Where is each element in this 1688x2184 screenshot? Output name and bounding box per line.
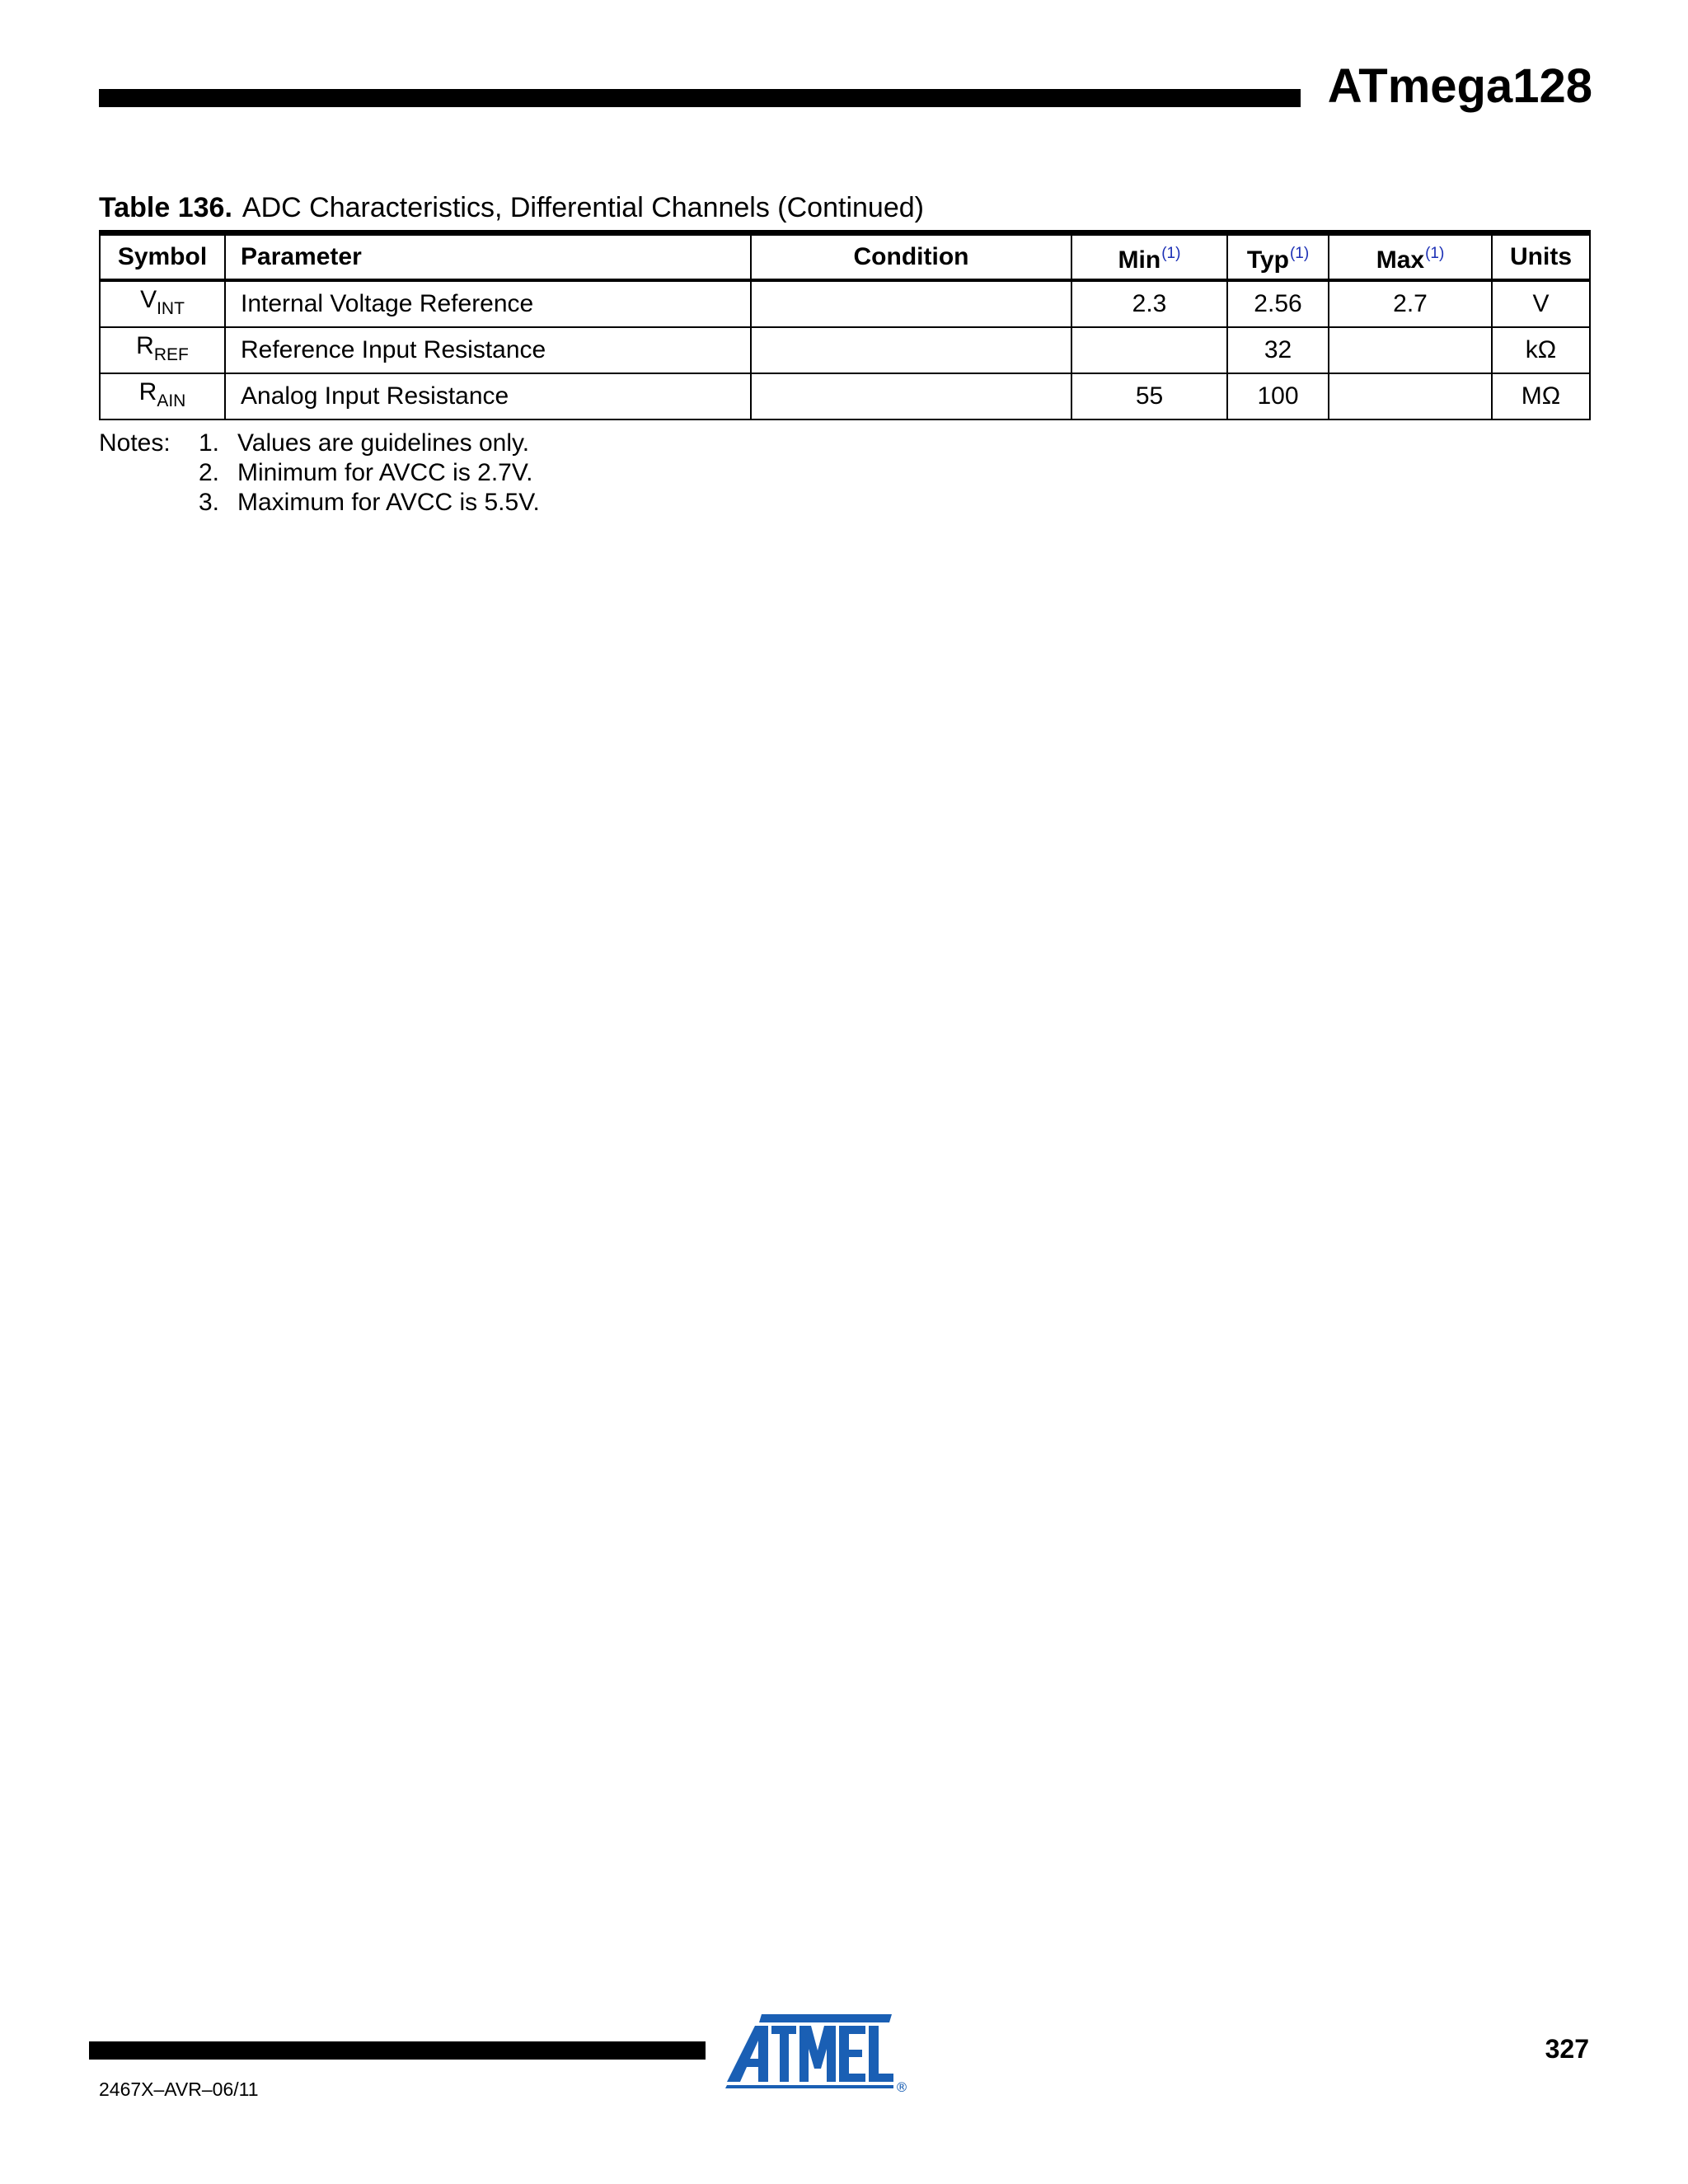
note-item	[199, 488, 540, 518]
cell-typ: 100	[1227, 373, 1329, 419]
header-symbol: Symbol	[100, 233, 225, 281]
page-number: 327	[1545, 2034, 1589, 2064]
table-header-row	[100, 233, 1590, 281]
table-caption-number: Table 136.	[99, 192, 232, 223]
symbol-base: V	[140, 285, 157, 313]
note-text: Minimum for AVCC is 2.7V.	[237, 459, 533, 486]
symbol-subscript: REF	[153, 344, 189, 364]
header-rule	[99, 89, 1301, 107]
note-number: 1.	[199, 429, 220, 457]
note-number: 3.	[199, 489, 220, 516]
cell-parameter: Reference Input Resistance	[225, 327, 751, 373]
cell-symbol	[100, 280, 225, 327]
header-parameter: Parameter	[225, 233, 751, 281]
table-row	[100, 280, 1590, 327]
header-typ	[1227, 233, 1329, 281]
note-text: Values are guidelines only.	[237, 429, 530, 457]
note-number: 2.	[199, 459, 220, 486]
document-title: ATmega128	[1327, 59, 1592, 113]
note-item	[199, 429, 540, 458]
header-min	[1071, 233, 1227, 281]
symbol-subscript: INT	[157, 298, 185, 318]
cell-parameter: Analog Input Resistance	[225, 373, 751, 419]
cell-min: 2.3	[1071, 280, 1227, 327]
header-min-label: Min	[1118, 246, 1161, 274]
note-text: Maximum for AVCC is 5.5V.	[237, 489, 540, 516]
cell-units: MΩ	[1492, 373, 1590, 419]
notes-list	[199, 429, 540, 518]
cell-symbol	[100, 327, 225, 373]
header-condition: Condition	[751, 233, 1071, 281]
header-units: Units	[1492, 233, 1590, 281]
table-caption-text: ADC Characteristics, Differential Channels (Continued)	[241, 192, 924, 223]
symbol-subscript: AIN	[157, 391, 186, 410]
cell-max	[1329, 373, 1492, 419]
cell-symbol	[100, 373, 225, 419]
cell-typ: 32	[1227, 327, 1329, 373]
cell-units: kΩ	[1492, 327, 1590, 373]
symbol-base: R	[136, 331, 154, 359]
footnote-ref-link[interactable]: (1)	[1161, 245, 1181, 262]
cell-typ: 2.56	[1227, 280, 1329, 327]
cell-condition	[751, 327, 1071, 373]
atmel-logo	[725, 2011, 907, 2093]
header-typ-label: Typ	[1246, 246, 1289, 274]
symbol-base: R	[138, 377, 157, 405]
table-row	[100, 373, 1590, 419]
notes-label: Notes:	[99, 429, 171, 457]
cell-min	[1071, 327, 1227, 373]
header-max-label: Max	[1376, 246, 1425, 274]
registered-mark-icon: ®	[895, 2079, 908, 2095]
table-caption	[99, 191, 924, 224]
cell-max	[1329, 327, 1492, 373]
cell-parameter: Internal Voltage Reference	[225, 280, 751, 327]
footer-rule	[89, 2041, 706, 2060]
cell-max: 2.7	[1329, 280, 1492, 327]
table-row	[100, 327, 1590, 373]
cell-condition	[751, 280, 1071, 327]
document-code: 2467X–AVR–06/11	[99, 2079, 259, 2100]
note-item	[199, 458, 540, 488]
footnote-ref-link[interactable]: (1)	[1289, 245, 1310, 262]
adc-characteristics-table	[99, 230, 1591, 420]
footnote-ref-link[interactable]: (1)	[1425, 245, 1445, 262]
cell-min: 55	[1071, 373, 1227, 419]
cell-condition	[751, 373, 1071, 419]
cell-units: V	[1492, 280, 1590, 327]
header-max	[1329, 233, 1492, 281]
